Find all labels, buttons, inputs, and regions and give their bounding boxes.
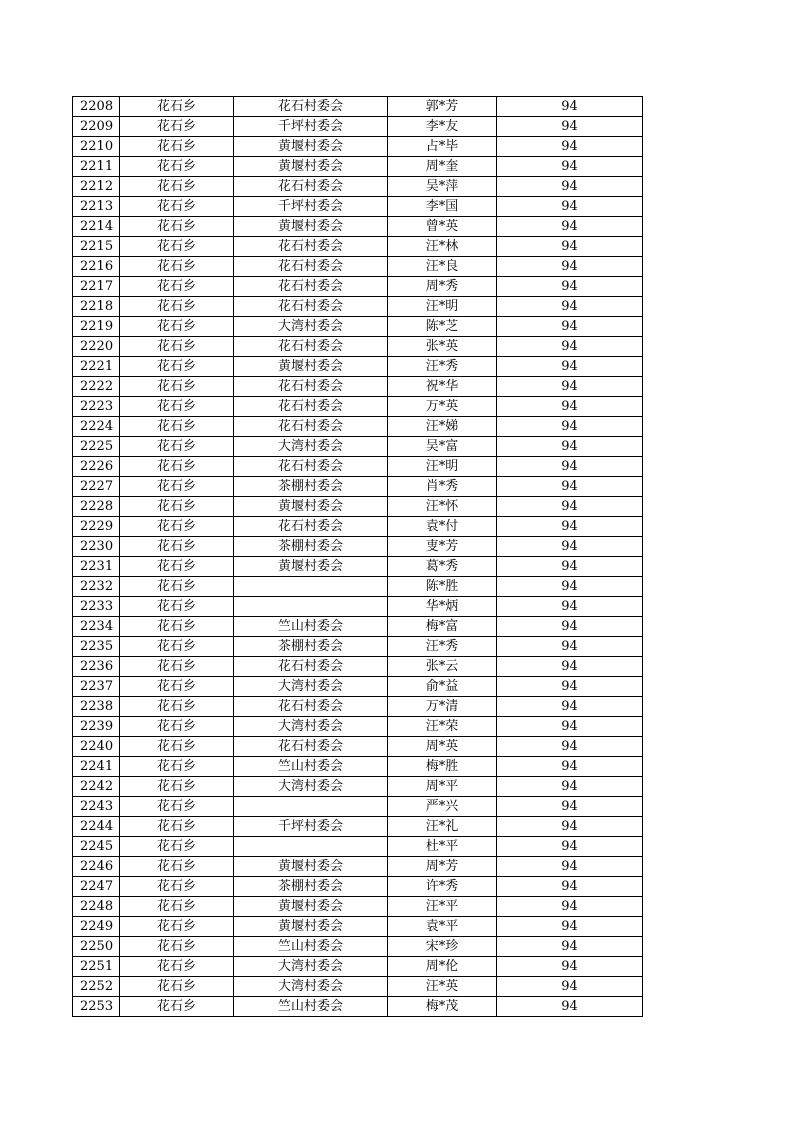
- township-cell: 花石乡: [120, 257, 234, 277]
- person-name-cell: 万*英: [388, 397, 497, 417]
- value-cell: 94: [497, 757, 643, 777]
- value-cell: 94: [497, 317, 643, 337]
- value-cell: 94: [497, 517, 643, 537]
- township-cell: 花石乡: [120, 677, 234, 697]
- table-row: [73, 197, 643, 217]
- table-row: [73, 817, 643, 837]
- village-committee-cell: 竺山村委会: [234, 617, 388, 637]
- row-id-cell: 2208: [73, 97, 120, 117]
- person-name-cell: 汪*良: [388, 257, 497, 277]
- value-cell: 94: [497, 257, 643, 277]
- row-id-cell: 2240: [73, 737, 120, 757]
- row-id-cell: 2214: [73, 217, 120, 237]
- township-cell: 花石乡: [120, 857, 234, 877]
- value-cell: 94: [497, 477, 643, 497]
- village-committee-cell: 黄堰村委会: [234, 137, 388, 157]
- village-committee-cell: 花石村委会: [234, 177, 388, 197]
- table-row: [73, 297, 643, 317]
- person-name-cell: 汪*明: [388, 457, 497, 477]
- village-committee-cell: [234, 597, 388, 617]
- table-row: [73, 337, 643, 357]
- table-row: [73, 857, 643, 877]
- row-id-cell: 2234: [73, 617, 120, 637]
- village-committee-cell: 花石村委会: [234, 337, 388, 357]
- person-name-cell: 汪*林: [388, 237, 497, 257]
- value-cell: 94: [497, 817, 643, 837]
- value-cell: 94: [497, 877, 643, 897]
- township-cell: 花石乡: [120, 797, 234, 817]
- township-cell: 花石乡: [120, 917, 234, 937]
- village-committee-cell: 花石村委会: [234, 417, 388, 437]
- table-row: [73, 677, 643, 697]
- table-row: [73, 657, 643, 677]
- township-cell: 花石乡: [120, 557, 234, 577]
- row-id-cell: 2235: [73, 637, 120, 657]
- value-cell: 94: [497, 597, 643, 617]
- person-name-cell: 汪*娣: [388, 417, 497, 437]
- table-row: [73, 637, 643, 657]
- value-cell: 94: [497, 197, 643, 217]
- person-name-cell: 周*平: [388, 777, 497, 797]
- village-committee-cell: 大湾村委会: [234, 677, 388, 697]
- row-id-cell: 2222: [73, 377, 120, 397]
- person-name-cell: 郭*芳: [388, 97, 497, 117]
- table-body: [73, 97, 643, 1017]
- table-row: [73, 517, 643, 537]
- village-committee-cell: 花石村委会: [234, 657, 388, 677]
- value-cell: 94: [497, 117, 643, 137]
- table-row: [73, 897, 643, 917]
- row-id-cell: 2249: [73, 917, 120, 937]
- township-cell: 花石乡: [120, 657, 234, 677]
- person-name-cell: 汪*秀: [388, 637, 497, 657]
- township-cell: 花石乡: [120, 117, 234, 137]
- row-id-cell: 2244: [73, 817, 120, 837]
- village-committee-cell: 花石村委会: [234, 457, 388, 477]
- table-row: [73, 537, 643, 557]
- table-row: [73, 277, 643, 297]
- value-cell: 94: [497, 397, 643, 417]
- value-cell: 94: [497, 897, 643, 917]
- row-id-cell: 2225: [73, 437, 120, 457]
- row-id-cell: 2220: [73, 337, 120, 357]
- table-row: [73, 617, 643, 637]
- village-committee-cell: 茶棚村委会: [234, 537, 388, 557]
- township-cell: 花石乡: [120, 217, 234, 237]
- person-name-cell: 陈*胜: [388, 577, 497, 597]
- person-name-cell: 肖*秀: [388, 477, 497, 497]
- row-id-cell: 2251: [73, 957, 120, 977]
- village-committee-cell: 竺山村委会: [234, 757, 388, 777]
- table-row: [73, 317, 643, 337]
- value-cell: 94: [497, 157, 643, 177]
- village-committee-cell: 花石村委会: [234, 517, 388, 537]
- row-id-cell: 2212: [73, 177, 120, 197]
- row-id-cell: 2236: [73, 657, 120, 677]
- row-id-cell: 2243: [73, 797, 120, 817]
- village-committee-cell: 黄堰村委会: [234, 497, 388, 517]
- value-cell: 94: [497, 957, 643, 977]
- value-cell: 94: [497, 137, 643, 157]
- township-cell: 花石乡: [120, 97, 234, 117]
- township-cell: 花石乡: [120, 397, 234, 417]
- value-cell: 94: [497, 217, 643, 237]
- table-row: [73, 97, 643, 117]
- township-cell: 花石乡: [120, 777, 234, 797]
- person-name-cell: 周*伦: [388, 957, 497, 977]
- township-cell: 花石乡: [120, 637, 234, 657]
- person-name-cell: 梅*富: [388, 617, 497, 637]
- table-row: [73, 257, 643, 277]
- village-committee-cell: 茶棚村委会: [234, 877, 388, 897]
- value-cell: 94: [497, 277, 643, 297]
- person-name-cell: 祝*华: [388, 377, 497, 397]
- value-cell: 94: [497, 237, 643, 257]
- village-committee-cell: 大湾村委会: [234, 717, 388, 737]
- township-cell: 花石乡: [120, 537, 234, 557]
- table-row: [73, 477, 643, 497]
- table-row: [73, 737, 643, 757]
- township-cell: 花石乡: [120, 437, 234, 457]
- data-table: [72, 96, 643, 1017]
- table-row: [73, 457, 643, 477]
- table-row: [73, 917, 643, 937]
- row-id-cell: 2221: [73, 357, 120, 377]
- row-id-cell: 2211: [73, 157, 120, 177]
- person-name-cell: 汪*荣: [388, 717, 497, 737]
- village-committee-cell: 花石村委会: [234, 257, 388, 277]
- table-row: [73, 237, 643, 257]
- township-cell: 花石乡: [120, 357, 234, 377]
- person-name-cell: 万*清: [388, 697, 497, 717]
- village-committee-cell: 大湾村委会: [234, 437, 388, 457]
- village-committee-cell: 花石村委会: [234, 277, 388, 297]
- value-cell: 94: [497, 297, 643, 317]
- village-committee-cell: 竺山村委会: [234, 997, 388, 1017]
- value-cell: 94: [497, 737, 643, 757]
- person-name-cell: 梅*茂: [388, 997, 497, 1017]
- person-name-cell: 陈*芝: [388, 317, 497, 337]
- village-committee-cell: 千坪村委会: [234, 197, 388, 217]
- township-cell: 花石乡: [120, 297, 234, 317]
- person-name-cell: 汪*平: [388, 897, 497, 917]
- row-id-cell: 2219: [73, 317, 120, 337]
- township-cell: 花石乡: [120, 897, 234, 917]
- township-cell: 花石乡: [120, 737, 234, 757]
- village-committee-cell: 大湾村委会: [234, 977, 388, 997]
- village-committee-cell: 花石村委会: [234, 297, 388, 317]
- row-id-cell: 2253: [73, 997, 120, 1017]
- row-id-cell: 2245: [73, 837, 120, 857]
- table-row: [73, 417, 643, 437]
- village-committee-cell: 花石村委会: [234, 377, 388, 397]
- township-cell: 花石乡: [120, 597, 234, 617]
- value-cell: 94: [497, 797, 643, 817]
- village-committee-cell: 大湾村委会: [234, 777, 388, 797]
- table-row: [73, 577, 643, 597]
- person-name-cell: 张*云: [388, 657, 497, 677]
- village-committee-cell: 花石村委会: [234, 97, 388, 117]
- table-row: [73, 137, 643, 157]
- village-committee-cell: 千坪村委会: [234, 117, 388, 137]
- township-cell: 花石乡: [120, 177, 234, 197]
- value-cell: 94: [497, 677, 643, 697]
- township-cell: 花石乡: [120, 757, 234, 777]
- row-id-cell: 2217: [73, 277, 120, 297]
- row-id-cell: 2226: [73, 457, 120, 477]
- village-committee-cell: 黄堰村委会: [234, 217, 388, 237]
- township-cell: 花石乡: [120, 717, 234, 737]
- village-committee-cell: [234, 837, 388, 857]
- value-cell: 94: [497, 97, 643, 117]
- village-committee-cell: 花石村委会: [234, 697, 388, 717]
- value-cell: 94: [497, 697, 643, 717]
- person-name-cell: 严*兴: [388, 797, 497, 817]
- person-name-cell: 汪*明: [388, 297, 497, 317]
- table-row: [73, 217, 643, 237]
- township-cell: 花石乡: [120, 457, 234, 477]
- township-cell: 花石乡: [120, 277, 234, 297]
- table-row: [73, 117, 643, 137]
- value-cell: 94: [497, 557, 643, 577]
- person-name-cell: 汪*怀: [388, 497, 497, 517]
- value-cell: 94: [497, 357, 643, 377]
- township-cell: 花石乡: [120, 137, 234, 157]
- township-cell: 花石乡: [120, 197, 234, 217]
- township-cell: 花石乡: [120, 517, 234, 537]
- person-name-cell: 袁*付: [388, 517, 497, 537]
- row-id-cell: 2218: [73, 297, 120, 317]
- table-row: [73, 997, 643, 1017]
- table-row: [73, 357, 643, 377]
- village-committee-cell: 黄堰村委会: [234, 557, 388, 577]
- village-committee-cell: 茶棚村委会: [234, 637, 388, 657]
- table-row: [73, 937, 643, 957]
- row-id-cell: 2209: [73, 117, 120, 137]
- village-committee-cell: 黄堰村委会: [234, 857, 388, 877]
- value-cell: 94: [497, 337, 643, 357]
- person-name-cell: 俞*益: [388, 677, 497, 697]
- table-row: [73, 797, 643, 817]
- village-committee-cell: 黄堰村委会: [234, 357, 388, 377]
- township-cell: 花石乡: [120, 157, 234, 177]
- township-cell: 花石乡: [120, 317, 234, 337]
- township-cell: 花石乡: [120, 377, 234, 397]
- value-cell: 94: [497, 717, 643, 737]
- township-cell: 花石乡: [120, 417, 234, 437]
- person-name-cell: 周*奎: [388, 157, 497, 177]
- person-name-cell: 周*芳: [388, 857, 497, 877]
- table-row: [73, 437, 643, 457]
- township-cell: 花石乡: [120, 817, 234, 837]
- value-cell: 94: [497, 437, 643, 457]
- table-row: [73, 957, 643, 977]
- township-cell: 花石乡: [120, 497, 234, 517]
- village-committee-cell: 千坪村委会: [234, 817, 388, 837]
- person-name-cell: 宋*珍: [388, 937, 497, 957]
- township-cell: 花石乡: [120, 997, 234, 1017]
- township-cell: 花石乡: [120, 937, 234, 957]
- value-cell: 94: [497, 857, 643, 877]
- table-row: [73, 977, 643, 997]
- row-id-cell: 2241: [73, 757, 120, 777]
- value-cell: 94: [497, 537, 643, 557]
- row-id-cell: 2239: [73, 717, 120, 737]
- row-id-cell: 2246: [73, 857, 120, 877]
- person-name-cell: 葛*秀: [388, 557, 497, 577]
- village-committee-cell: 茶棚村委会: [234, 477, 388, 497]
- village-committee-cell: 黄堰村委会: [234, 897, 388, 917]
- value-cell: 94: [497, 937, 643, 957]
- row-id-cell: 2237: [73, 677, 120, 697]
- person-name-cell: 汪*秀: [388, 357, 497, 377]
- person-name-cell: 张*英: [388, 337, 497, 357]
- row-id-cell: 2227: [73, 477, 120, 497]
- value-cell: 94: [497, 617, 643, 637]
- value-cell: 94: [497, 457, 643, 477]
- value-cell: 94: [497, 997, 643, 1017]
- table-row: [73, 397, 643, 417]
- value-cell: 94: [497, 917, 643, 937]
- township-cell: 花石乡: [120, 337, 234, 357]
- table-row: [73, 837, 643, 857]
- row-id-cell: 2238: [73, 697, 120, 717]
- value-cell: 94: [497, 577, 643, 597]
- row-id-cell: 2231: [73, 557, 120, 577]
- row-id-cell: 2250: [73, 937, 120, 957]
- row-id-cell: 2216: [73, 257, 120, 277]
- village-committee-cell: 黄堰村委会: [234, 917, 388, 937]
- person-name-cell: 吴*萍: [388, 177, 497, 197]
- person-name-cell: 许*秀: [388, 877, 497, 897]
- village-committee-cell: 大湾村委会: [234, 957, 388, 977]
- row-id-cell: 2247: [73, 877, 120, 897]
- person-name-cell: 华*炳: [388, 597, 497, 617]
- table-row: [73, 377, 643, 397]
- row-id-cell: 2213: [73, 197, 120, 217]
- value-cell: 94: [497, 417, 643, 437]
- village-committee-cell: 花石村委会: [234, 237, 388, 257]
- row-id-cell: 2224: [73, 417, 120, 437]
- person-name-cell: 梅*胜: [388, 757, 497, 777]
- person-name-cell: 周*秀: [388, 277, 497, 297]
- table-row: [73, 177, 643, 197]
- table-row: [73, 757, 643, 777]
- person-name-cell: 汪*英: [388, 977, 497, 997]
- value-cell: 94: [497, 977, 643, 997]
- village-committee-cell: 花石村委会: [234, 737, 388, 757]
- township-cell: 花石乡: [120, 837, 234, 857]
- value-cell: 94: [497, 657, 643, 677]
- village-committee-cell: 黄堰村委会: [234, 157, 388, 177]
- person-name-cell: 李*国: [388, 197, 497, 217]
- person-name-cell: 叓*芳: [388, 537, 497, 557]
- table-row: [73, 777, 643, 797]
- village-committee-cell: 竺山村委会: [234, 937, 388, 957]
- table-row: [73, 497, 643, 517]
- township-cell: 花石乡: [120, 697, 234, 717]
- village-committee-cell: [234, 797, 388, 817]
- township-cell: 花石乡: [120, 237, 234, 257]
- table-row: [73, 697, 643, 717]
- person-name-cell: 袁*平: [388, 917, 497, 937]
- person-name-cell: 曾*英: [388, 217, 497, 237]
- village-committee-cell: 花石村委会: [234, 397, 388, 417]
- township-cell: 花石乡: [120, 617, 234, 637]
- person-name-cell: 占*毕: [388, 137, 497, 157]
- person-name-cell: 杜*平: [388, 837, 497, 857]
- row-id-cell: 2232: [73, 577, 120, 597]
- township-cell: 花石乡: [120, 957, 234, 977]
- value-cell: 94: [497, 177, 643, 197]
- village-committee-cell: 大湾村委会: [234, 317, 388, 337]
- township-cell: 花石乡: [120, 577, 234, 597]
- township-cell: 花石乡: [120, 477, 234, 497]
- row-id-cell: 2228: [73, 497, 120, 517]
- table-row: [73, 877, 643, 897]
- township-cell: 花石乡: [120, 877, 234, 897]
- table-row: [73, 717, 643, 737]
- village-committee-cell: [234, 577, 388, 597]
- person-name-cell: 周*英: [388, 737, 497, 757]
- row-id-cell: 2223: [73, 397, 120, 417]
- table-row: [73, 157, 643, 177]
- value-cell: 94: [497, 637, 643, 657]
- table-row: [73, 557, 643, 577]
- row-id-cell: 2230: [73, 537, 120, 557]
- value-cell: 94: [497, 837, 643, 857]
- row-id-cell: 2248: [73, 897, 120, 917]
- row-id-cell: 2229: [73, 517, 120, 537]
- value-cell: 94: [497, 777, 643, 797]
- row-id-cell: 2252: [73, 977, 120, 997]
- person-name-cell: 李*友: [388, 117, 497, 137]
- row-id-cell: 2210: [73, 137, 120, 157]
- row-id-cell: 2215: [73, 237, 120, 257]
- value-cell: 94: [497, 497, 643, 517]
- row-id-cell: 2233: [73, 597, 120, 617]
- township-cell: 花石乡: [120, 977, 234, 997]
- person-name-cell: 吴*富: [388, 437, 497, 457]
- person-name-cell: 汪*礼: [388, 817, 497, 837]
- row-id-cell: 2242: [73, 777, 120, 797]
- table-row: [73, 597, 643, 617]
- value-cell: 94: [497, 377, 643, 397]
